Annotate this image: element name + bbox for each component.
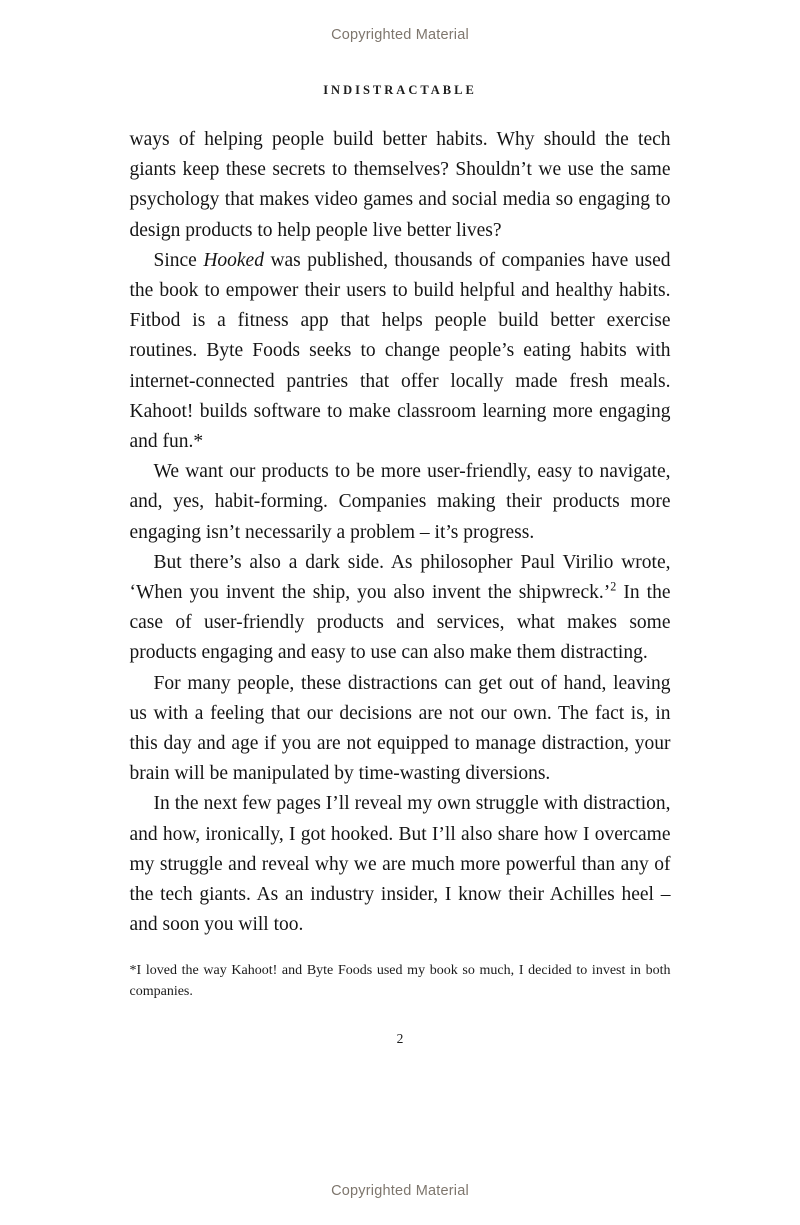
body-paragraph xyxy=(130,789,671,940)
body-text xyxy=(130,125,671,940)
text-run: Since xyxy=(153,249,204,271)
running-head: INDISTRACTABLE xyxy=(323,83,477,97)
body-paragraph xyxy=(130,457,671,548)
book-title-italic: Hooked xyxy=(203,249,264,271)
copyright-notice-bottom: Copyrighted Material xyxy=(331,1183,469,1199)
text-run: But there’s also a dark side. As philosopher Paul Virilio wrote, ‘When you invent the ship, you also invent the shipwreck.’ xyxy=(129,551,671,604)
text-run: In the next few pages I’ll reveal my own struggle with distraction, and how, ironically, I got hooked. But I’ll also share how I overcame my struggle and reveal why we are much more powerful than any of the tech giants. As an industry insider, I know their Achilles heel – and soon you will too. xyxy=(129,793,671,936)
text-run: For many people, these distractions can get out of hand, leaving us with a feeling that our decisions are not our own. The fact is, in this day and age if you are not equipped to manage distraction, your brain will be manipulated by time-wasting diversions. xyxy=(129,672,671,785)
body-paragraph xyxy=(130,669,671,790)
body-paragraph xyxy=(130,548,671,669)
text-run: was published, thousands of companies have used the book to empower their users to build helpful and healthy habits. Fitbod is a fitness app that helps people build better exercise routines. Byte Foods seeks to change people’s eating habits with internet-connected pantries that offer locally made fresh meals. Kahoot! builds software to make classroom learning more engaging and fun.* xyxy=(129,249,671,453)
copyright-notice-top: Copyrighted Material xyxy=(331,27,469,43)
page-number: 2 xyxy=(396,1031,404,1047)
text-run: We want our products to be more user-friendly, easy to navigate, and, yes, habit-forming. Companies making their products more engaging isn’t necessarily a problem – it’s progress. xyxy=(129,461,671,543)
text-run: ways of helping people build better habits. Why should the tech giants keep these secrets to themselves? Shouldn’t we use the same psychology that makes video games and social media so engaging to design products to help people live better lives? xyxy=(129,129,671,241)
body-paragraph xyxy=(130,125,671,246)
body-paragraph xyxy=(130,246,671,457)
text-run: In the case of user-friendly products and services, what makes some products engaging and easy to use can also make them distracting. xyxy=(129,582,671,664)
endnote-reference: 2 xyxy=(610,579,617,594)
footnote: *I loved the way Kahoot! and Byte Foods used my book so much, I decided to invest in both companies. xyxy=(129,963,671,999)
